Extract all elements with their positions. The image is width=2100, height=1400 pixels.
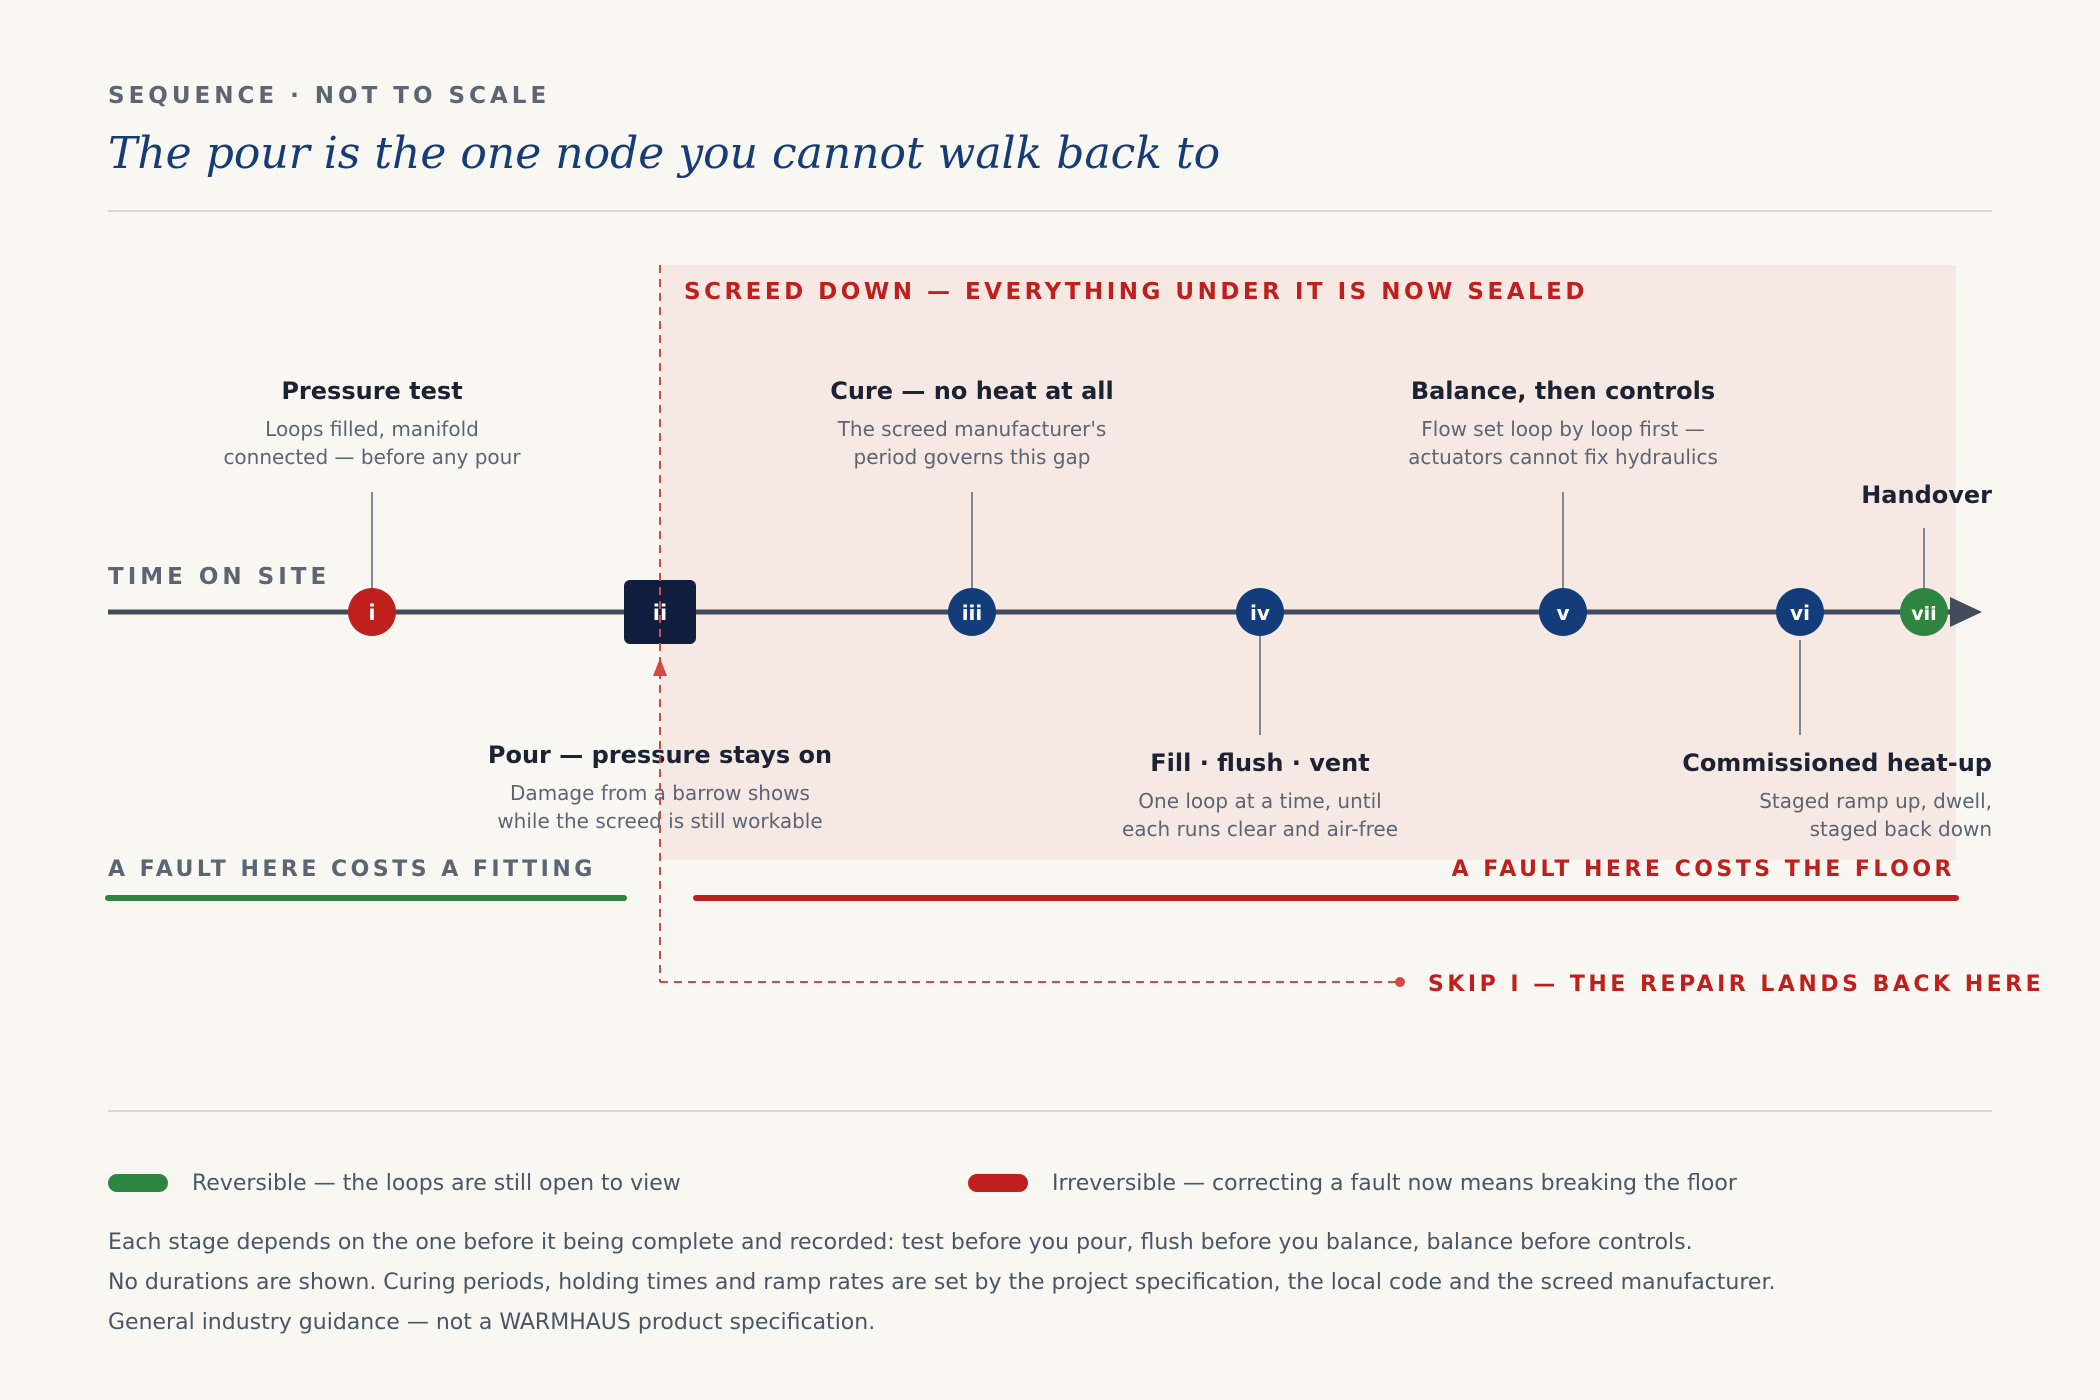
stage-vi-line1: Staged ramp up, dwell, xyxy=(1759,789,1992,813)
stage-node-vii xyxy=(1900,588,1948,636)
stage-iv-line2: each runs clear and air-free xyxy=(1121,817,1399,841)
note-durations: No durations are shown. Curing periods, holding times and ramp rates are set by the project specification, the local code and the screed manufacturer. xyxy=(108,1270,1776,1295)
eyebrow: SEQUENCE · NOT TO SCALE xyxy=(108,83,551,109)
stage-ii-title: Pour — pressure stays on xyxy=(487,741,833,769)
stage-v-title: Balance, then controls xyxy=(1410,377,1716,405)
legend-irreversible xyxy=(968,1168,1737,1198)
svg-text:iii: iii xyxy=(961,601,983,625)
skip-label: SKIP I — THE REPAIR LANDS BACK HERE xyxy=(1428,972,2045,997)
svg-text:iv: iv xyxy=(1250,601,1270,625)
skip-return-dot xyxy=(1395,977,1405,987)
stage-iii-title: Cure — no heat at all xyxy=(830,377,1114,405)
irreversible-label: A FAULT HERE COSTS THE FLOOR xyxy=(1451,857,1955,882)
svg-text:vi: vi xyxy=(1790,601,1810,625)
stage-v-line2: actuators cannot fix hydraulics xyxy=(1408,445,1718,469)
svg-text:i: i xyxy=(368,601,376,625)
stage-node-vi xyxy=(1776,588,1824,636)
legend-reversible xyxy=(108,1168,681,1198)
stage-v-line1: Flow set loop by loop first — xyxy=(1421,417,1705,441)
legend-swatch-irreversible xyxy=(968,1174,1028,1192)
stage-ii-line2: while the screed is still workable xyxy=(497,809,823,833)
stage-node-iii xyxy=(948,588,996,636)
legend-reversible-text: Reversible — the loops are still open to view xyxy=(192,1170,681,1196)
page-title: The pour is the one node you cannot walk back to xyxy=(108,128,1221,179)
stage-vii-title: Handover xyxy=(1861,481,1992,509)
stage-vi-title: Commissioned heat-up xyxy=(1682,749,1992,777)
stage-node-iv xyxy=(1236,588,1284,636)
legend-swatch-reversible xyxy=(108,1174,168,1192)
sealed-zone-label: SCREED DOWN — EVERYTHING UNDER IT IS NOW SEALED xyxy=(684,279,1588,305)
stage-i-line2: connected — before any pour xyxy=(223,445,521,469)
reversible-label: A FAULT HERE COSTS A FITTING xyxy=(108,857,596,882)
svg-text:vii: vii xyxy=(1911,603,1937,625)
axis-label: TIME ON SITE xyxy=(108,564,331,590)
stage-iv-line1: One loop at a time, until xyxy=(1138,789,1382,813)
stage-node-v xyxy=(1539,588,1587,636)
stage-node-i xyxy=(348,588,396,636)
stage-iii-line2: period governs this gap xyxy=(853,445,1091,469)
stage-i-line1: Loops filled, manifold xyxy=(265,417,479,441)
stage-vi-line2: staged back down xyxy=(1809,817,1992,841)
stage-iv-title: Fill · flush · vent xyxy=(1150,749,1370,777)
stage-i-title: Pressure test xyxy=(281,377,463,405)
stage-ii-line1: Damage from a barrow shows xyxy=(510,781,810,805)
footer-divider xyxy=(108,1110,1992,1112)
note-dependencies: Each stage depends on the one before it being complete and recorded: test before you pour, flush before you balance, balance before controls. xyxy=(108,1230,1693,1255)
svg-text:v: v xyxy=(1556,601,1570,625)
note-disclaimer: General industry guidance — not a WARMHAUS product specification. xyxy=(108,1310,876,1335)
stage-iii-line1: The screed manufacturer's xyxy=(837,417,1107,441)
legend-irreversible-text: Irreversible — correcting a fault now means breaking the floor xyxy=(1052,1170,1737,1196)
timeline-arrowhead xyxy=(1950,597,1982,627)
svg-text:ii: ii xyxy=(652,601,668,625)
header-divider xyxy=(108,210,1992,212)
